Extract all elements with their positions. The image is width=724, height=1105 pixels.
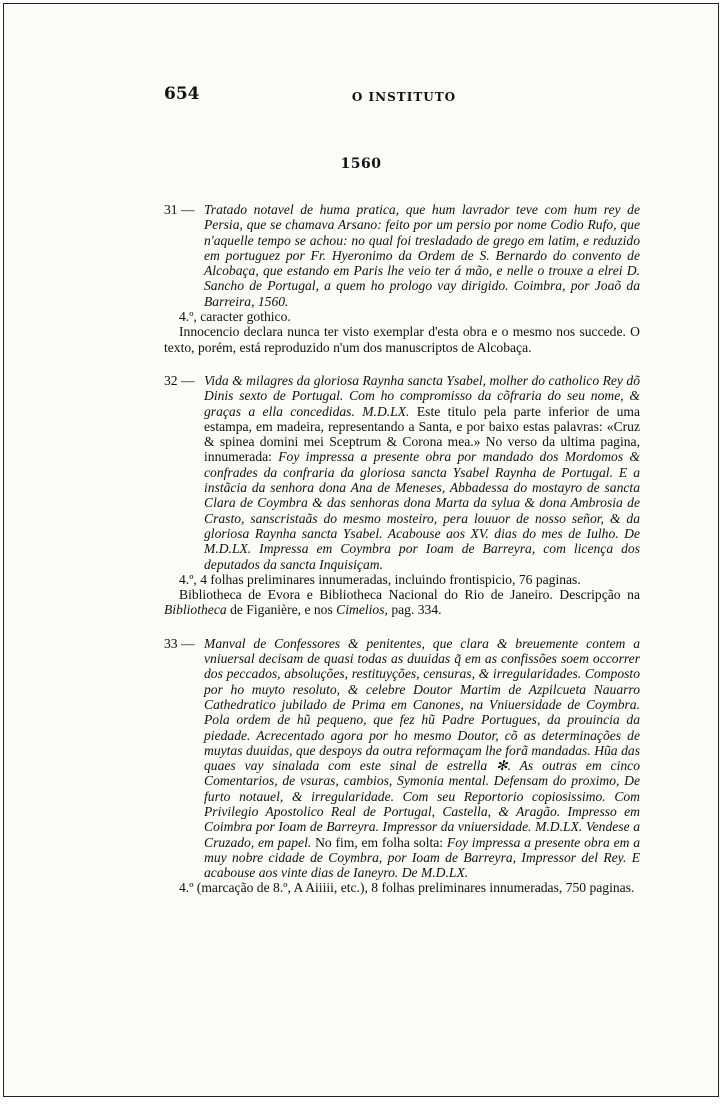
entry-title — [164, 373, 640, 572]
entry-title-text: Vida & milagres da gloriosa Raynha sancta Ysabel, molher do catholico Rey dõ Dinis sexto de Portugal. Com ho compromisso da cõfraria do seu nome, & graças a ella concedidas. M.D.LX. — [204, 372, 640, 419]
entry-number: 33 — — [164, 635, 195, 651]
entry-note-after: , pag. 334. — [384, 602, 442, 618]
entry-title: Tratado notavel de huma pratica, que hum lavrador teve com hum rey de Persia, que se chamava Arsano: feito por um persio por nome Codio Rufo, que n'aquelle tempo se achou: no qual foi tresladado de grego em latim, e reduzido em portuguez por Fr. Hyeronimo da Ordem de S. Bernardo do convento de Alcobaça, que estando em Paris lhe veio ter á mão, e nelle o trouxe a elrei D. Sancho de Portugal, a quem ho prologo vay dirigido. Coimbra, por Joaõ da Barreira, 1560. — [204, 202, 640, 309]
entry-note-italic-1: Bibliotheca — [164, 602, 227, 618]
entry-note: Innocencio declara nunca ter visto exemplar d'esta obra e o mesmo nos succede. O texto, porém, está reproduzido n'um dos manuscriptos de Alcobaça. — [164, 324, 640, 355]
entry-format: 4.º, 4 folhas preliminares innumeradas, incluindo frontispicio, 76 paginas. — [179, 571, 581, 587]
entry-colophon: Foy impressa a presente obra por mandado dos Mordomos & confrades da confraria da gloriosa sancta Ysabel Raynha de Portugal. E a instãcia da senhora dona Ana de Meneses, Abbadessa do mostayro de sancta Clara de Coymbra & das senhoras dona Marta da sylua & dona Ambrosia de Crasto, sanscristaãs do mesmo mosteiro, pera louuor de nosso señor, & da gloriosa Raynha sancta Ysabel. Acabouse aos XV. dias do mes de Iulho. De M.D.LX. Impressa em Coymbra por Ioam de Barreyra, com licença dos deputados da sancta Inquisiçam. — [204, 449, 640, 572]
entry-colophon: Foy impressa a presente obra em a muy nobre cidade de Coymbra, por Ioam de Barreyra, Impressor del Rey. E acabouse aos vinte dias de Ianeyro. De M.D.LX. — [204, 834, 640, 881]
entry-note — [164, 587, 640, 618]
entry-title-note: Este titulo pela parte inferior de uma estampa, em madeira, representando a Santa, e por baixo estas palavras: «Cruz & spinea domini mei Sceptrum & Corona mea.» No verso da ultima pagina, innumerada: — [204, 403, 641, 465]
entry-31 — [164, 202, 640, 355]
entry-note-middle: de Figanière, e nos — [230, 602, 333, 618]
entry-format: 4.º, caracter gothico. — [179, 309, 291, 325]
entry-number: 31 — — [164, 202, 195, 217]
bibliography-entries — [164, 202, 640, 914]
section-year: 1560 — [340, 156, 382, 172]
entry-note-before: Bibliotheca de Evora e Bibliotheca Nacional do Rio de Janeiro. Descripção na — [179, 587, 640, 603]
entry-33 — [164, 636, 640, 896]
page-header — [164, 84, 644, 108]
book-page — [3, 3, 719, 1097]
entry-title-text: Manval de Confessores & penitentes, que clara & breuemente contem a vniuersal decisam de quasi todas as duuidas q̃ em as confissões soem occorrer dos peccados, absoluções, restituyções, censuras, & irregularidades. Composto por ho muyto resoluto, & celebre Doutor Martim de Azpilcueta Nauarro Cathedratico jubilado de Prima em Canones, na Vniuersidade de Coymbra. Pola ordem de hũ pequeno, que fez hũ Padre Portugues, da prouincia da piedade. Acrecentado agora por ho mesmo Doutor, cõ as determinações de muytas duuidas, que despoys da outra reformaçam lhe forã mandadas. Hũa das quaes vay sinalada com este sinal de estrella ✻. As outras em cinco Comentarios, de vsuras, cambios, Symonia mental. Defensam do proximo, De furto notauel, & irregularidade. Com seu Reportorio copiosissimo. Com Privilegio Apostolico Real de Portugal, Castella, & Aragão. Impresso em Coimbra por Ioam de Barreyra. Impressor da vniuersidade. M.D.LX. Vendese a Cruzado, em papel. — [204, 635, 640, 850]
page-number: 654 — [164, 84, 200, 104]
entry-32 — [164, 373, 640, 618]
entry-title — [164, 636, 640, 881]
entry-note-italic-2: Cimelios — [336, 602, 385, 618]
entry-number: 32 — — [164, 372, 195, 388]
entry-title-note: No fim, em folha solta: — [315, 834, 444, 850]
running-title: O INSTITUTO — [351, 90, 457, 104]
entry-format: 4.º (marcação de 8.º, A Aiiiii, etc.), 8 folhas preliminares innumeradas, 750 paginas. — [179, 880, 635, 896]
